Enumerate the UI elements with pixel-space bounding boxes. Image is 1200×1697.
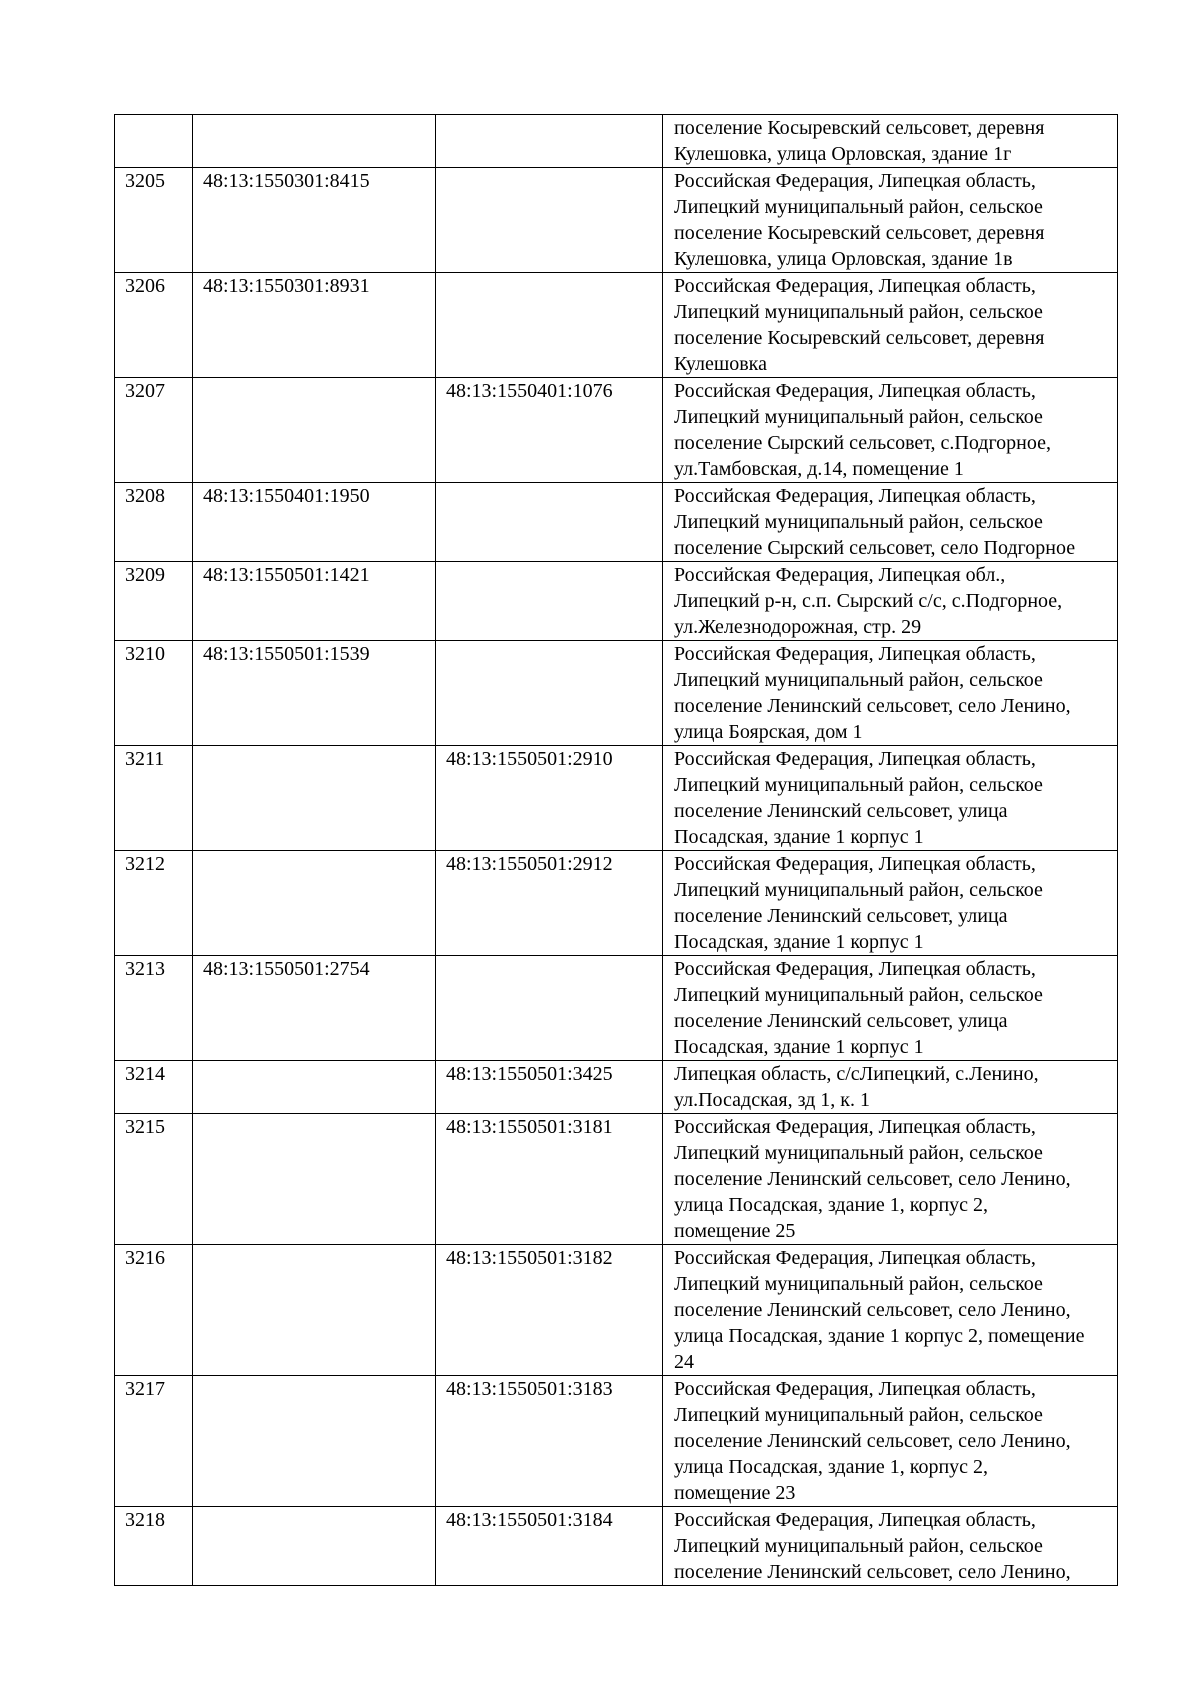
address-line: улица Посадская, здание 1, корпус 2,	[674, 1194, 989, 1216]
address-cell	[663, 641, 1118, 746]
address-line: Российская Федерация, Липецкая область,	[674, 275, 1036, 297]
address-cell	[663, 562, 1118, 641]
row-number-cell: 3209	[115, 562, 193, 641]
cadastral-number-cell	[193, 1245, 436, 1376]
address-line: Липецкий муниципальный район, сельское	[674, 196, 1043, 218]
table-row	[115, 1507, 1118, 1586]
address-line: Липецкий муниципальный район, сельское	[674, 406, 1043, 428]
cadastral-number-cell	[193, 746, 436, 851]
row-number-cell: 3217	[115, 1376, 193, 1507]
cadastral-number-cell: 48:13:1550501:1539	[193, 641, 436, 746]
table-row	[115, 115, 1118, 168]
related-cadastral-number-cell	[436, 115, 663, 168]
address-line: поселение Ленинский сельсовет, село Ленино,	[674, 1430, 1071, 1452]
address-line: Липецкий муниципальный район, сельское	[674, 774, 1043, 796]
address-cell	[663, 746, 1118, 851]
related-cadastral-number-cell: 48:13:1550501:2910	[436, 746, 663, 851]
row-number-cell: 3216	[115, 1245, 193, 1376]
row-number-cell: 3210	[115, 641, 193, 746]
address-line: поселение Ленинский сельсовет, улица	[674, 905, 1008, 927]
related-cadastral-number-cell	[436, 168, 663, 273]
cadastral-number-cell: 48:13:1550301:8931	[193, 273, 436, 378]
address-line: помещение 25	[674, 1220, 796, 1242]
address-line: поселение Ленинский сельсовет, улица	[674, 800, 1008, 822]
address-line: Кулешовка, улица Орловская, здание 1г	[674, 143, 1012, 165]
address-line: Российская Федерация, Липецкая область,	[674, 1247, 1036, 1269]
address-line: Липецкий муниципальный район, сельское	[674, 1404, 1043, 1426]
table-row	[115, 746, 1118, 851]
address-line: Липецкий муниципальный район, сельское	[674, 879, 1043, 901]
address-line: Кулешовка	[674, 353, 767, 375]
address-line: улица Посадская, здание 1 корпус 2, помещение	[674, 1325, 1085, 1347]
row-number-cell: 3214	[115, 1061, 193, 1114]
address-line: Российская Федерация, Липецкая область,	[674, 853, 1036, 875]
cadastral-number-cell	[193, 115, 436, 168]
address-line: Посадская, здание 1 корпус 1	[674, 826, 924, 848]
table-row	[115, 1061, 1118, 1114]
address-line: поселение Сырский сельсовет, село Подгорное	[674, 537, 1076, 559]
address-line: Российская Федерация, Липецкая область,	[674, 1509, 1036, 1531]
address-line: Липецкий муниципальный район, сельское	[674, 1142, 1043, 1164]
related-cadastral-number-cell	[436, 956, 663, 1061]
cadastral-number-cell	[193, 1507, 436, 1586]
address-line: Липецкий муниципальный район, сельское	[674, 984, 1043, 1006]
address-line: помещение 23	[674, 1482, 796, 1504]
related-cadastral-number-cell: 48:13:1550501:3183	[436, 1376, 663, 1507]
registry-table-body	[115, 115, 1118, 1586]
related-cadastral-number-cell: 48:13:1550401:1076	[436, 378, 663, 483]
address-line: поселение Ленинский сельсовет, село Ленино,	[674, 695, 1071, 717]
address-line: Российская Федерация, Липецкая область,	[674, 958, 1036, 980]
address-cell	[663, 1507, 1118, 1586]
address-line: Российская Федерация, Липецкая область,	[674, 748, 1036, 770]
address-cell	[663, 115, 1118, 168]
address-cell	[663, 1245, 1118, 1376]
table-row	[115, 273, 1118, 378]
address-line: поселение Ленинский сельсовет, село Ленино,	[674, 1561, 1071, 1583]
related-cadastral-number-cell: 48:13:1550501:3425	[436, 1061, 663, 1114]
address-line: Липецкий р-н, с.п. Сырский с/с, с.Подгорное,	[674, 590, 1063, 612]
address-line: Липецкий муниципальный район, сельское	[674, 1535, 1043, 1557]
address-line: ул.Железнодорожная, стр. 29	[674, 616, 922, 638]
row-number-cell: 3211	[115, 746, 193, 851]
row-number-cell	[115, 115, 193, 168]
address-line: Российская Федерация, Липецкая область,	[674, 1116, 1036, 1138]
related-cadastral-number-cell: 48:13:1550501:3181	[436, 1114, 663, 1245]
address-line: Российская Федерация, Липецкая область,	[674, 170, 1036, 192]
cadastral-number-cell	[193, 1376, 436, 1507]
address-line: поселение Сырский сельсовет, с.Подгорное,	[674, 432, 1051, 454]
address-line: ул.Посадская, зд 1, к. 1	[674, 1089, 871, 1111]
address-line: Российская Федерация, Липецкая обл.,	[674, 564, 1006, 586]
address-cell	[663, 483, 1118, 562]
cadastral-number-cell	[193, 1061, 436, 1114]
address-line: Российская Федерация, Липецкая область,	[674, 485, 1036, 507]
address-cell	[663, 168, 1118, 273]
table-row	[115, 956, 1118, 1061]
address-line: поселение Ленинский сельсовет, село Ленино,	[674, 1299, 1071, 1321]
row-number-cell: 3215	[115, 1114, 193, 1245]
address-line: ул.Тамбовская, д.14, помещение 1	[674, 458, 964, 480]
address-line: Российская Федерация, Липецкая область,	[674, 643, 1036, 665]
address-line: Российская Федерация, Липецкая область,	[674, 380, 1036, 402]
cadastral-number-cell: 48:13:1550301:8415	[193, 168, 436, 273]
address-cell	[663, 851, 1118, 956]
related-cadastral-number-cell: 48:13:1550501:3182	[436, 1245, 663, 1376]
address-cell	[663, 1061, 1118, 1114]
address-line: поселение Ленинский сельсовет, улица	[674, 1010, 1008, 1032]
address-line: поселение Ленинский сельсовет, село Ленино,	[674, 1168, 1071, 1190]
table-row	[115, 641, 1118, 746]
cadastral-number-cell	[193, 378, 436, 483]
row-number-cell: 3213	[115, 956, 193, 1061]
cadastral-number-cell	[193, 851, 436, 956]
address-line: Липецкая область, с/сЛипецкий, с.Ленино,	[674, 1063, 1039, 1085]
table-row	[115, 562, 1118, 641]
cadastral-number-cell: 48:13:1550401:1950	[193, 483, 436, 562]
address-line: 24	[674, 1351, 694, 1373]
address-line: поселение Косыревский сельсовет, деревня	[674, 117, 1045, 139]
table-row	[115, 851, 1118, 956]
address-line: Липецкий муниципальный район, сельское	[674, 511, 1043, 533]
address-line: поселение Косыревский сельсовет, деревня	[674, 327, 1045, 349]
table-row	[115, 378, 1118, 483]
address-line: Посадская, здание 1 корпус 1	[674, 931, 924, 953]
address-line: Кулешовка, улица Орловская, здание 1в	[674, 248, 1013, 270]
address-line: Липецкий муниципальный район, сельское	[674, 669, 1043, 691]
row-number-cell: 3212	[115, 851, 193, 956]
table-row	[115, 1114, 1118, 1245]
address-line: Липецкий муниципальный район, сельское	[674, 1273, 1043, 1295]
address-line: Липецкий муниципальный район, сельское	[674, 301, 1043, 323]
address-line: Посадская, здание 1 корпус 1	[674, 1036, 924, 1058]
row-number-cell: 3218	[115, 1507, 193, 1586]
related-cadastral-number-cell: 48:13:1550501:2912	[436, 851, 663, 956]
cadastral-number-cell	[193, 1114, 436, 1245]
table-row	[115, 168, 1118, 273]
address-line: улица Посадская, здание 1, корпус 2,	[674, 1456, 989, 1478]
row-number-cell: 3206	[115, 273, 193, 378]
related-cadastral-number-cell: 48:13:1550501:3184	[436, 1507, 663, 1586]
related-cadastral-number-cell	[436, 483, 663, 562]
registry-table	[114, 114, 1118, 1586]
address-cell	[663, 956, 1118, 1061]
address-cell	[663, 378, 1118, 483]
cadastral-number-cell: 48:13:1550501:2754	[193, 956, 436, 1061]
related-cadastral-number-cell	[436, 273, 663, 378]
row-number-cell: 3208	[115, 483, 193, 562]
address-line: улица Боярская, дом 1	[674, 721, 863, 743]
address-cell	[663, 1114, 1118, 1245]
address-cell	[663, 273, 1118, 378]
cadastral-number-cell: 48:13:1550501:1421	[193, 562, 436, 641]
address-cell	[663, 1376, 1118, 1507]
row-number-cell: 3205	[115, 168, 193, 273]
table-row	[115, 483, 1118, 562]
table-row	[115, 1376, 1118, 1507]
address-line: Российская Федерация, Липецкая область,	[674, 1378, 1036, 1400]
related-cadastral-number-cell	[436, 562, 663, 641]
address-line: поселение Косыревский сельсовет, деревня	[674, 222, 1045, 244]
row-number-cell: 3207	[115, 378, 193, 483]
table-row	[115, 1245, 1118, 1376]
related-cadastral-number-cell	[436, 641, 663, 746]
